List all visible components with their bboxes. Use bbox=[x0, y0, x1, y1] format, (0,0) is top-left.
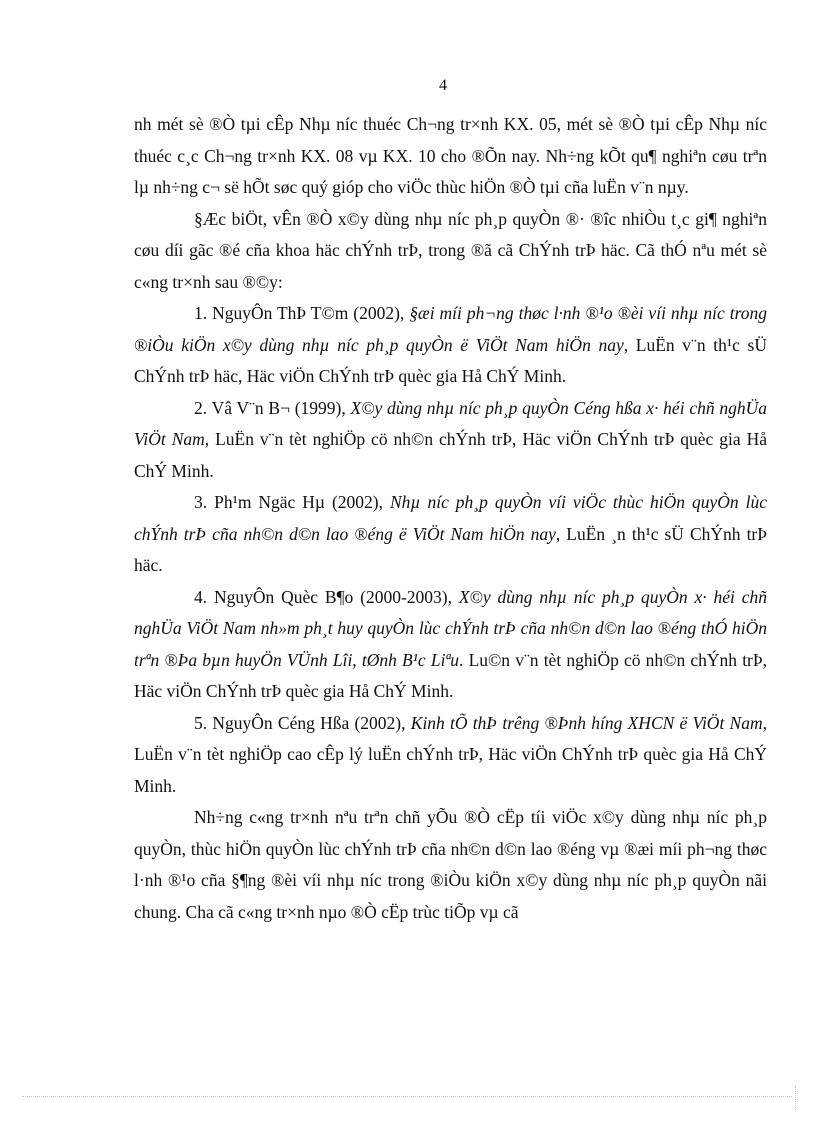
reference-title: §æi míi ph¬ng thøc l·nh ®¹o ®èi víi nhµ níc trong ®iÒu kiÖn x©y dùng nhµ níc ph¸p quyÒn ë ViÖt Nam hiÖn nay bbox=[134, 303, 767, 355]
reference-prefix: 3. Ph¹m Ngäc Hµ (2002), bbox=[194, 492, 390, 512]
paragraph-political-science-intro: §Æc biÖt, vÊn ®Ò x©y dùng nhµ níc ph¸p quyÒn ®· ®îc nhiÒu t¸c gi¶ nghiªn cøu díi gãc ®é cña khoa häc chÝnh trÞ, trong ®ã cã ChÝnh trÞ häc. Cã thÓ nªu mét sè c«ng tr×nh sau ®©y: bbox=[134, 208, 767, 292]
reference-suffix: , LuËn v¨n th¹c sÜ ChÝnh trÞ häc, Häc viÖn ChÝnh trÞ quèc gia Hå ChÝ Minh. bbox=[134, 334, 768, 386]
reference-item-5 bbox=[134, 708, 767, 803]
document-body bbox=[134, 109, 767, 928]
page-number: 4 bbox=[439, 77, 447, 94]
reference-title: Nhµ níc ph¸p quyÒn víi viÖc thùc hiÖn quyÒn lùc chÝnh trÞ cña nh©n d©n lao ®éng ë ViÖt Nam hiÖn nay bbox=[134, 492, 768, 544]
reference-item-2 bbox=[134, 393, 767, 488]
reference-title: X©y dùng nhµ níc ph¸p quyÒn Céng hßa x· héi chñ nghÜa ViÖt Nam bbox=[134, 397, 767, 449]
reference-prefix: 5. NguyÔn Céng Hßa (2002), bbox=[194, 712, 411, 733]
page-corner-marker bbox=[795, 1086, 796, 1110]
reference-prefix: 1. NguyÔn ThÞ T©m (2002), bbox=[194, 303, 410, 323]
page-bottom-divider bbox=[22, 1096, 792, 1097]
reference-title: X©y dùng nhµ níc ph¸p quyÒn x· héi chñ nghÜa ViÖt Nam nh»m ph¸t huy quyÒn lùc chÝnh trÞ cña nh©n d©n lao ®éng thÓ hiÖn trªn ®Þa bµn huyÖn VÜnh Lîi, tØnh B¹c Liªu bbox=[134, 586, 767, 670]
reference-suffix: , LuËn v¨n tèt nghiÖp cö nh©n chÝnh trÞ, Häc viÖn ChÝnh trÞ quèc gia Hå ChÝ Minh. bbox=[134, 429, 767, 481]
reference-item-1 bbox=[134, 298, 767, 393]
reference-title: Kinh tÕ thÞ trêng ®Þnh híng XHCN ë ViÖt Nam bbox=[410, 712, 763, 733]
reference-item-3 bbox=[134, 487, 767, 582]
reference-suffix: , LuËn v¨n tèt nghiÖp cao cÊp lý luËn chÝnh trÞ, Häc viÖn ChÝnh trÞ quèc gia Hå ChÝ Minh. bbox=[134, 712, 767, 796]
reference-item-4 bbox=[134, 582, 767, 708]
paragraph-research-summary: Nh÷ng c«ng tr×nh nªu trªn chñ yÕu ®Ò cËp tíi viÖc x©y dùng nhµ níc ph¸p quyÒn, thùc hiÖn quyÒn lùc chÝnh trÞ cña nh©n d©n lao ®éng vµ ®æi míi ph¬ng thøc l·nh ®¹o cña §¶ng ®èi víi nhµ níc trong ®iÒu kiÖn x©y dùng nhµ níc ph¸p quyÒn nãi chung. Cha cã c«ng tr×nh nµo ®Ò cËp trùc tiÕp vµ cã bbox=[134, 807, 767, 922]
paragraph-prior-research: nh mét sè ®Ò tµi cÊp Nhµ níc thuéc Ch¬ng tr×nh KX. 05, mét sè ®Ò tµi cÊp Nhµ níc thuéc c¸c Ch¬ng tr×nh KX. 08 vµ KX. 10 cho ®Õn nay. Nh÷ng kÕt qu¶ nghiªn cøu trªn lµ nh÷ng c¬ së hÕt søc quý gióp cho viÖc thùc hiÖn ®Ò tµi cña luËn v¨n nµy. bbox=[134, 114, 767, 197]
reference-prefix: 4. NguyÔn Quèc B¶o (2000-2003), bbox=[194, 586, 459, 607]
reference-prefix: 2. Vâ V¨n B¬ (1999), bbox=[194, 397, 351, 418]
reference-suffix: , LuËn ¸n th¹c sÜ ChÝnh trÞ häc. bbox=[134, 523, 767, 575]
reference-suffix: . Lu©n v¨n tèt nghiÖp cö nh©n chÝnh trÞ, Häc viÖn ChÝnh trÞ quèc gia Hå ChÝ Minh. bbox=[134, 649, 767, 701]
